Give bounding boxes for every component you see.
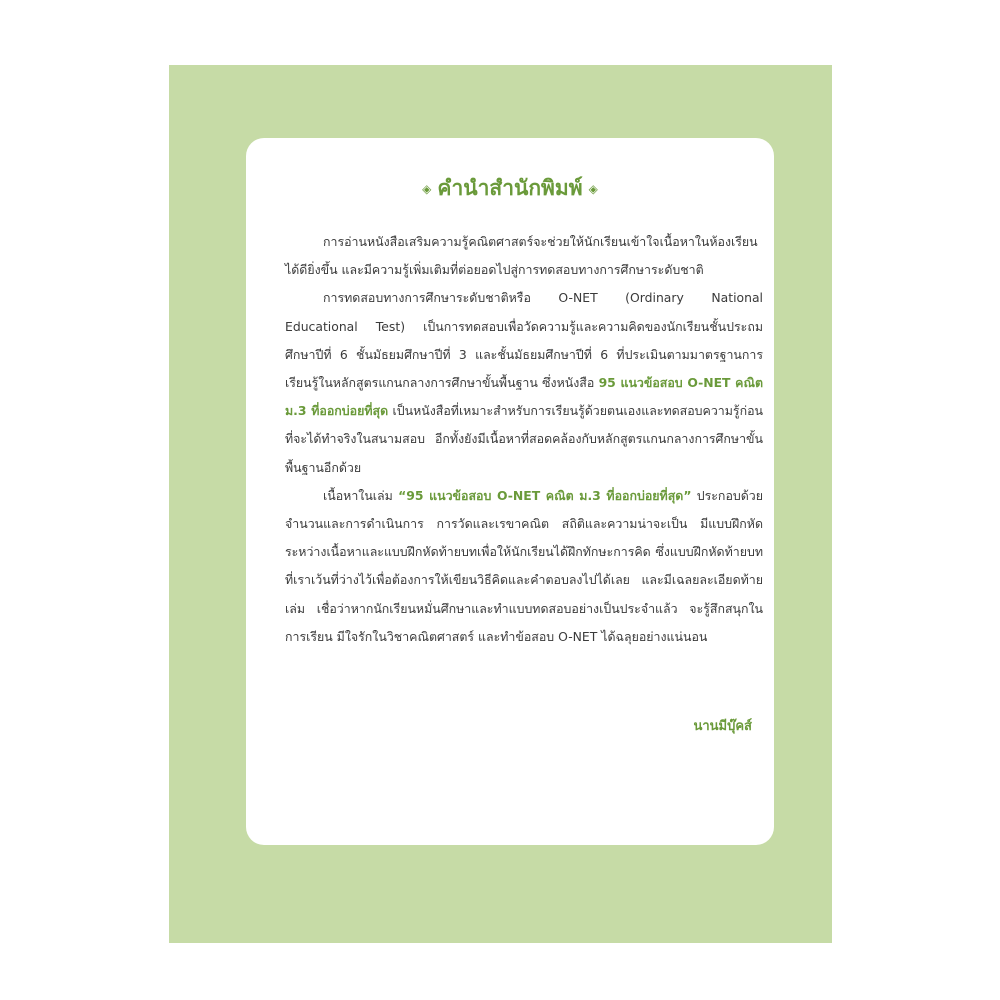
paragraph-2 — [285, 284, 763, 481]
diamond-ornament-left-icon: ◈ — [422, 182, 432, 196]
paragraph-1-text: การอ่านหนังสือเสริมความรู้คณิตศาสตร์จะช่วยให้นักเรียนเข้าใจเนื้อหาในห้องเรียนได้ดียิ่งขึ้น และมีความรู้เพิ่มเติมที่ต่อยอดไปสู่การทดสอบทางการศึกษาระดับชาติ — [285, 234, 758, 278]
diamond-ornament-right-icon: ◈ — [588, 182, 598, 196]
paragraph-3-text-end: ประกอบด้วยจำนวนและการดำเนินการ การวัดและเรขาคณิต สถิติและความน่าจะเป็น มีแบบฝึกหัดระหว่างเนื้อหาและแบบฝึกหัดท้ายบทเพื่อให้นักเรียนได้ฝึกทักษะการคิด ซึ่งแบบฝึกหัดท้ายบทที่เราเว้นที่ว่างไว้เพื่อต้องการให้เขียนวิธีคิดและคำตอบลงไปได้เลย และมีเฉลยละเอียดท้ายเล่ม เชื่อว่าหากนักเรียนหมั่นศึกษาและทำแบบทดสอบอย่างเป็นประจำแล้ว จะรู้สึกสนุกในการเรียน มีใจรักในวิชาคณิตศาสตร์ และทำข้อสอบ O-NET ได้ฉลุยอย่างแน่นอน — [285, 487, 764, 644]
publisher-signature: นานมีบุ๊คส์ — [693, 719, 752, 734]
book-title-highlight: 95 แนวข้อสอบ O-NET คณิต ม.3 ที่ออกบ่อยที่สุด — [285, 375, 763, 419]
paragraph-2-text-start: การทดสอบทางการศึกษาระดับชาติหรือ O-NET (Ordinary National Educational Test) เป็นการทดสอบเพื่อวัดความรู้และความคิดของนักเรียนชั้นประถมศึกษาปีที่ 6 ชั้นมัธยมศึกษาปีที่ 3 และชั้นมัธยมศึกษาปีที่ 6 ที่ประเมินตามมาตรฐานการเรียนรู้ในหลักสูตรแกนกลางการศึกษาขั้นพื้นฐาน ซึ่งหนังสือ — [285, 290, 763, 391]
preface-body — [285, 228, 763, 651]
page-background — [169, 65, 832, 943]
paragraph-3 — [285, 482, 763, 651]
paragraph-3-text-start: เนื้อหาในเล่ม — [323, 487, 399, 503]
paragraph-1 — [285, 228, 763, 284]
title-text: คำนำสำนักพิมพ์ — [437, 176, 583, 200]
content-card — [246, 138, 774, 845]
page-title — [246, 172, 774, 205]
paragraph-2-text-end: เป็นหนังสือที่เหมาะสำหรับการเรียนรู้ด้วยตนเองและทดสอบความรู้ก่อนที่จะได้ทำจริงในสนามสอบ อีกทั้งยังมีเนื้อหาที่สอดคล้องกับหลักสูตรแกนกลางการศึกษาขั้นพื้นฐานอีกด้วย — [285, 403, 763, 475]
book-title-quote-highlight: “95 แนวข้อสอบ O-NET คณิต ม.3 ที่ออกบ่อยที่สุด” — [398, 487, 692, 503]
